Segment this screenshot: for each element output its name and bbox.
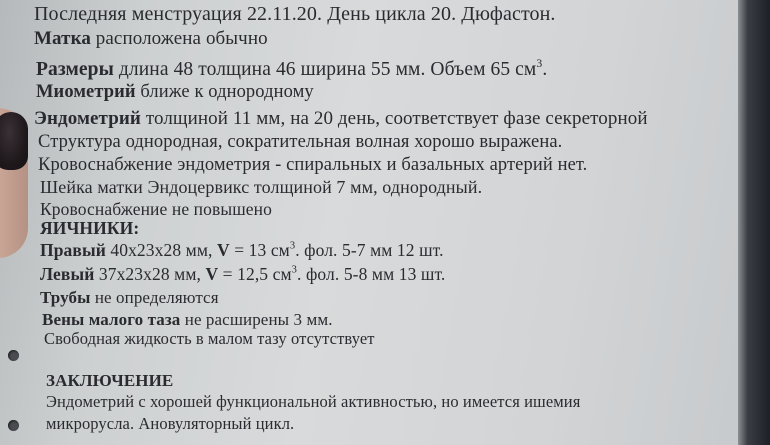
- report-line-9: Кровоснабжение не повышено: [40, 199, 272, 219]
- left-ovary-superscript: 3: [291, 264, 298, 276]
- conclusion-heading: ЗАКЛЮЧЕНИЕ: [46, 371, 174, 390]
- right-ovary-volume: = 13 см: [229, 240, 290, 260]
- myometrium-label: Миометрий: [36, 82, 136, 102]
- uterus-label: Матка: [34, 28, 91, 49]
- left-ovary-label: Левый: [40, 264, 95, 284]
- pelvic-veins-label: Вены малого таза: [42, 310, 181, 329]
- report-line-11: [40, 240, 444, 261]
- left-ovary-dims: 37х23х28 мм,: [94, 264, 206, 284]
- tubes-text: не определяются: [90, 288, 219, 307]
- report-line-2: [34, 28, 268, 50]
- perforation-hole: [8, 420, 19, 431]
- report-line-15: Свободная жидкость в малом тазу отсутствует: [44, 329, 375, 348]
- fingernail: [0, 112, 28, 170]
- report-line-4: [36, 82, 314, 103]
- report-line-5: [34, 108, 648, 130]
- endometrium-text: толщиной 11 мм, на 20 день, соответствует фазе секреторной: [140, 108, 648, 129]
- pelvic-veins-text: не расширены 3 мм.: [180, 310, 333, 329]
- report-line-7: Кровоснабжение эндометрия - спиральных и базальных артерий нет.: [38, 155, 588, 175]
- right-ovary-follicles: . фол. 5-7 мм 12 шт.: [295, 240, 444, 260]
- report-line-13: [40, 288, 219, 308]
- size-text: длина 48 толщина 46 ширина 55 мм. Объем 65 см: [113, 59, 537, 81]
- tubes-label: Трубы: [40, 288, 91, 307]
- uterus-text: расположена обычно: [90, 28, 268, 49]
- report-line-6: Структура однородная, сократительная волная хорошо выражена.: [38, 132, 563, 152]
- endometrium-label: Эндометрий: [34, 108, 141, 129]
- right-ovary-v: V: [216, 240, 230, 260]
- perforation-hole: [8, 350, 19, 361]
- size-label: Размеры: [36, 59, 114, 81]
- left-ovary-follicles: . фол. 5-8 мм 13 шт.: [297, 264, 446, 284]
- size-end: .: [542, 59, 548, 81]
- paper-edge-shadow: [738, 0, 770, 445]
- report-line-8: Шейка матки Эндоцервикс толщиной 7 мм, однородный.: [40, 177, 483, 197]
- myometrium-text: ближе к однородному: [135, 82, 314, 102]
- left-ovary-v: V: [205, 264, 219, 284]
- report-line-14: [42, 310, 333, 330]
- report-line-1: Последняя менструация 22.11.20. День цикла 20. Дюфастон.: [34, 3, 556, 25]
- report-line-12: [40, 264, 445, 285]
- conclusion-line-2: микрорусла. Ановуляторный цикл.: [46, 414, 295, 433]
- left-ovary-volume: = 12,5 см: [218, 264, 292, 284]
- conclusion-line-1: Эндометрий с хорошей функциональной активностью, но имеется ишемия: [46, 392, 581, 411]
- ovaries-heading: ЯИЧНИКИ:: [40, 218, 140, 238]
- right-ovary-superscript: 3: [289, 240, 296, 252]
- report-line-3: [36, 57, 547, 81]
- right-ovary-dims: 40х23х28 мм,: [105, 240, 217, 260]
- size-superscript: 3: [536, 57, 543, 70]
- right-ovary-label: Правый: [40, 240, 106, 260]
